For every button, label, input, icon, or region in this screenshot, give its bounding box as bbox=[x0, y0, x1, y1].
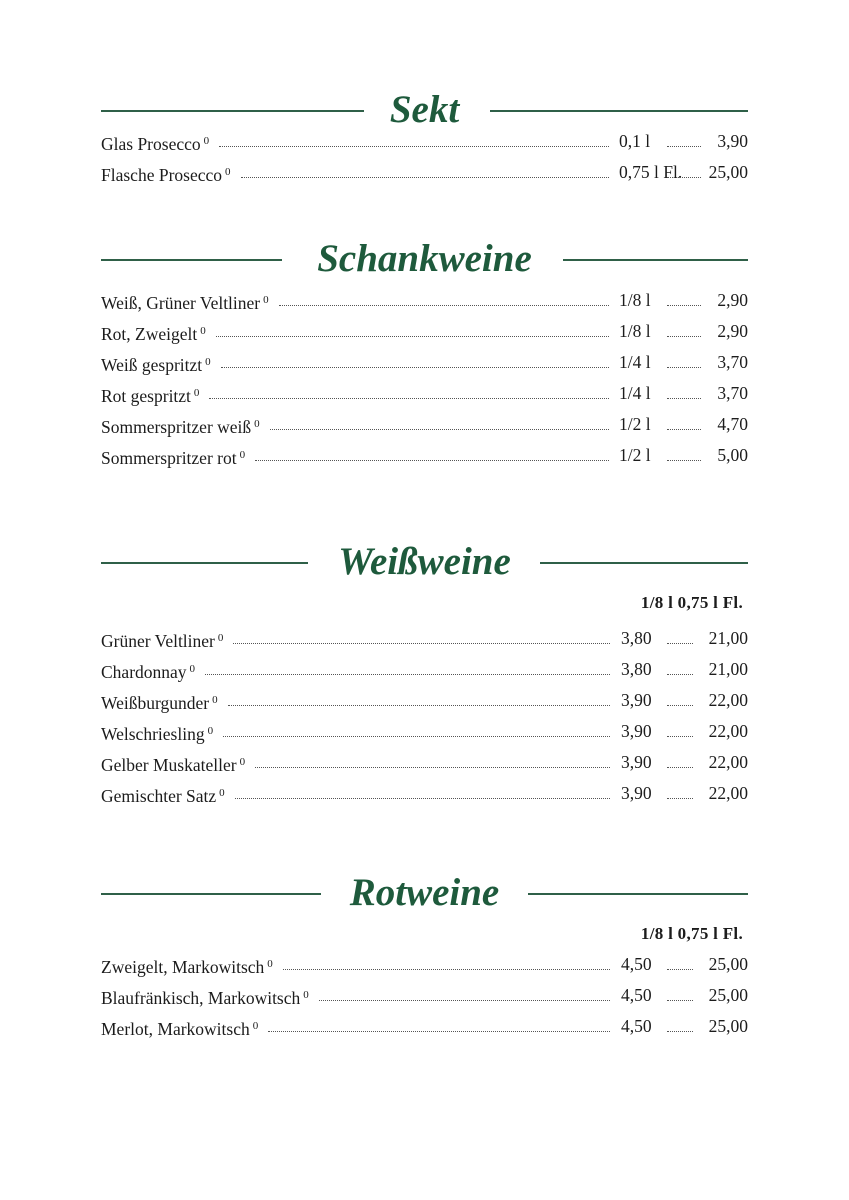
menu-item-row bbox=[101, 983, 748, 1014]
item-name bbox=[101, 781, 225, 808]
organic-mark: 0 bbox=[193, 387, 200, 399]
item-name bbox=[101, 443, 245, 470]
item-size: 1/2 l bbox=[619, 414, 651, 434]
item-name bbox=[101, 626, 223, 653]
menu-item-row bbox=[101, 288, 748, 319]
organic-mark: 0 bbox=[263, 294, 269, 306]
organic-mark: 0 bbox=[200, 325, 206, 337]
item-price: 3,70 bbox=[717, 352, 748, 372]
bottle-price: 25,00 bbox=[708, 1016, 748, 1036]
organic-mark: 0 bbox=[217, 632, 224, 644]
column-header-label: 1/8 l 0,75 l Fl. bbox=[640, 924, 743, 943]
item-name-text: Weiß, Grüner Veltliner bbox=[101, 293, 261, 313]
item-name bbox=[101, 288, 269, 315]
dotted-leader-short bbox=[667, 674, 693, 675]
glass-price: 4,50 bbox=[621, 985, 652, 1005]
item-name bbox=[101, 952, 273, 979]
dotted-leader bbox=[223, 736, 610, 737]
dotted-leader bbox=[219, 146, 609, 147]
item-name-text: Welschriesling bbox=[101, 724, 205, 744]
dotted-leader-short bbox=[667, 429, 701, 430]
dotted-leader bbox=[235, 798, 610, 799]
bottle-price: 21,00 bbox=[708, 659, 748, 679]
dotted-leader bbox=[216, 336, 609, 337]
section-title: Weißweine bbox=[338, 540, 511, 583]
item-price: 25,00 bbox=[708, 162, 748, 182]
menu-item-row bbox=[101, 719, 748, 750]
dotted-leader bbox=[209, 398, 609, 399]
glass-price: 3,90 bbox=[621, 721, 652, 741]
item-name-text: Grüner Veltliner bbox=[101, 631, 215, 651]
heading-rule-right bbox=[490, 110, 748, 112]
item-name bbox=[101, 983, 309, 1010]
item-name-text: Sommerspritzer rot bbox=[101, 448, 237, 468]
dotted-leader-short bbox=[667, 1000, 693, 1001]
section-title: Rotweine bbox=[349, 871, 500, 914]
organic-mark: 0 bbox=[203, 135, 210, 147]
menu-item-row bbox=[101, 129, 748, 160]
item-price: 5,00 bbox=[717, 445, 748, 465]
dotted-leader bbox=[233, 643, 610, 644]
section-title: Sekt bbox=[389, 88, 460, 131]
column-header bbox=[101, 593, 748, 619]
item-name-text: Rot gespritzt bbox=[101, 386, 191, 406]
dotted-leader-short bbox=[667, 460, 701, 461]
dotted-leader bbox=[241, 177, 609, 178]
item-name bbox=[101, 319, 206, 346]
item-name bbox=[101, 657, 195, 684]
dotted-leader-short bbox=[667, 643, 693, 644]
item-size: 0,75 l Fl. bbox=[619, 162, 683, 182]
dotted-leader-short bbox=[667, 398, 701, 399]
organic-mark: 0 bbox=[225, 166, 231, 178]
menu-item-row bbox=[101, 688, 748, 719]
dotted-leader-short bbox=[667, 1031, 693, 1032]
dotted-leader-short bbox=[667, 798, 693, 799]
item-name-text: Rot, Zweigelt bbox=[101, 324, 198, 344]
menu-item-row bbox=[101, 381, 748, 412]
column-header-label: 1/8 l 0,75 l Fl. bbox=[640, 593, 743, 612]
section-weissweine bbox=[101, 533, 748, 812]
section-heading bbox=[101, 533, 748, 593]
bottle-price: 22,00 bbox=[708, 690, 748, 710]
organic-mark: 0 bbox=[239, 756, 246, 768]
item-price: 2,90 bbox=[717, 290, 748, 310]
menu-item-row bbox=[101, 781, 748, 812]
item-size: 1/8 l bbox=[619, 290, 651, 310]
organic-mark: 0 bbox=[239, 449, 246, 461]
item-name-text: Flasche Prosecco bbox=[101, 165, 223, 185]
glass-price: 3,80 bbox=[621, 659, 652, 679]
column-header bbox=[101, 924, 748, 950]
item-name bbox=[101, 350, 211, 377]
section-heading bbox=[101, 864, 748, 924]
menu-item-row bbox=[101, 443, 748, 474]
organic-mark: 0 bbox=[267, 958, 273, 970]
dotted-leader bbox=[205, 674, 610, 675]
organic-mark: 0 bbox=[219, 787, 225, 799]
organic-mark: 0 bbox=[189, 663, 196, 675]
glass-price: 3,90 bbox=[621, 752, 652, 772]
item-price: 4,70 bbox=[717, 414, 748, 434]
bottle-price: 22,00 bbox=[708, 752, 748, 772]
section-schankweine bbox=[101, 230, 748, 474]
organic-mark: 0 bbox=[212, 694, 218, 706]
bottle-price: 21,00 bbox=[708, 628, 748, 648]
menu-item-row bbox=[101, 750, 748, 781]
item-price: 3,90 bbox=[717, 131, 748, 151]
item-name-text: Gemischter Satz bbox=[101, 786, 217, 806]
glass-price: 3,90 bbox=[621, 783, 652, 803]
dotted-leader-short bbox=[667, 705, 693, 706]
item-size: 1/2 l bbox=[619, 445, 651, 465]
organic-mark: 0 bbox=[252, 1020, 259, 1032]
organic-mark: 0 bbox=[303, 989, 309, 1001]
item-name-text: Weiß gespritzt bbox=[101, 355, 203, 375]
dotted-leader bbox=[319, 1000, 610, 1001]
organic-mark: 0 bbox=[254, 418, 260, 430]
glass-price: 4,50 bbox=[621, 954, 652, 974]
dotted-leader-short bbox=[667, 367, 701, 368]
dotted-leader bbox=[228, 705, 610, 706]
item-name-text: Glas Prosecco bbox=[101, 134, 201, 154]
bottle-price: 22,00 bbox=[708, 783, 748, 803]
dotted-leader bbox=[255, 460, 609, 461]
item-name-text: Merlot, Markowitsch bbox=[101, 1019, 250, 1039]
menu-item-row bbox=[101, 319, 748, 350]
item-name bbox=[101, 719, 213, 746]
item-name bbox=[101, 381, 199, 408]
menu-item-row bbox=[101, 1014, 748, 1045]
section-title: Schankweine bbox=[317, 237, 532, 280]
dotted-leader-short bbox=[667, 736, 693, 737]
item-name-text: Blaufränkisch, Markowitsch bbox=[101, 988, 301, 1008]
item-name bbox=[101, 160, 231, 187]
menu-item-row bbox=[101, 160, 748, 191]
dotted-leader-short bbox=[667, 146, 701, 147]
dotted-leader-short bbox=[667, 177, 701, 178]
bottle-price: 25,00 bbox=[708, 985, 748, 1005]
item-name bbox=[101, 412, 260, 439]
dotted-leader-short bbox=[667, 336, 701, 337]
dotted-leader bbox=[268, 1031, 610, 1032]
item-name bbox=[101, 1014, 258, 1041]
item-name-text: Sommerspritzer weiß bbox=[101, 417, 252, 437]
organic-mark: 0 bbox=[205, 356, 211, 368]
heading-rule-right bbox=[528, 893, 748, 895]
item-size: 1/4 l bbox=[619, 352, 651, 372]
menu-item-row bbox=[101, 657, 748, 688]
dotted-leader bbox=[283, 969, 610, 970]
glass-price: 4,50 bbox=[621, 1016, 652, 1036]
section-sekt bbox=[101, 81, 748, 191]
dotted-leader bbox=[221, 367, 609, 368]
menu-item-row bbox=[101, 350, 748, 381]
item-size: 1/8 l bbox=[619, 321, 651, 341]
glass-price: 3,90 bbox=[621, 690, 652, 710]
glass-price: 3,80 bbox=[621, 628, 652, 648]
menu-item-row bbox=[101, 952, 748, 983]
dotted-leader bbox=[279, 305, 609, 306]
section-heading bbox=[101, 230, 748, 290]
item-name bbox=[101, 129, 209, 156]
item-size: 1/4 l bbox=[619, 383, 651, 403]
item-price: 3,70 bbox=[717, 383, 748, 403]
section-rotweine bbox=[101, 864, 748, 1045]
heading-rule-right bbox=[563, 259, 748, 261]
organic-mark: 0 bbox=[207, 725, 214, 737]
item-name bbox=[101, 688, 218, 715]
item-price: 2,90 bbox=[717, 321, 748, 341]
item-name-text: Chardonnay bbox=[101, 662, 187, 682]
bottle-price: 25,00 bbox=[708, 954, 748, 974]
bottle-price: 22,00 bbox=[708, 721, 748, 741]
item-name-text: Gelber Muskateller bbox=[101, 755, 237, 775]
item-size: 0,1 l bbox=[619, 131, 651, 151]
menu-item-row bbox=[101, 626, 748, 657]
dotted-leader bbox=[255, 767, 610, 768]
dotted-leader-short bbox=[667, 969, 693, 970]
item-name-text: Zweigelt, Markowitsch bbox=[101, 957, 265, 977]
dotted-leader-short bbox=[667, 767, 693, 768]
item-name bbox=[101, 750, 245, 777]
dotted-leader bbox=[270, 429, 609, 430]
heading-rule-right bbox=[540, 562, 748, 564]
dotted-leader-short bbox=[667, 305, 701, 306]
menu-item-row bbox=[101, 412, 748, 443]
item-name-text: Weißburgunder bbox=[101, 693, 210, 713]
